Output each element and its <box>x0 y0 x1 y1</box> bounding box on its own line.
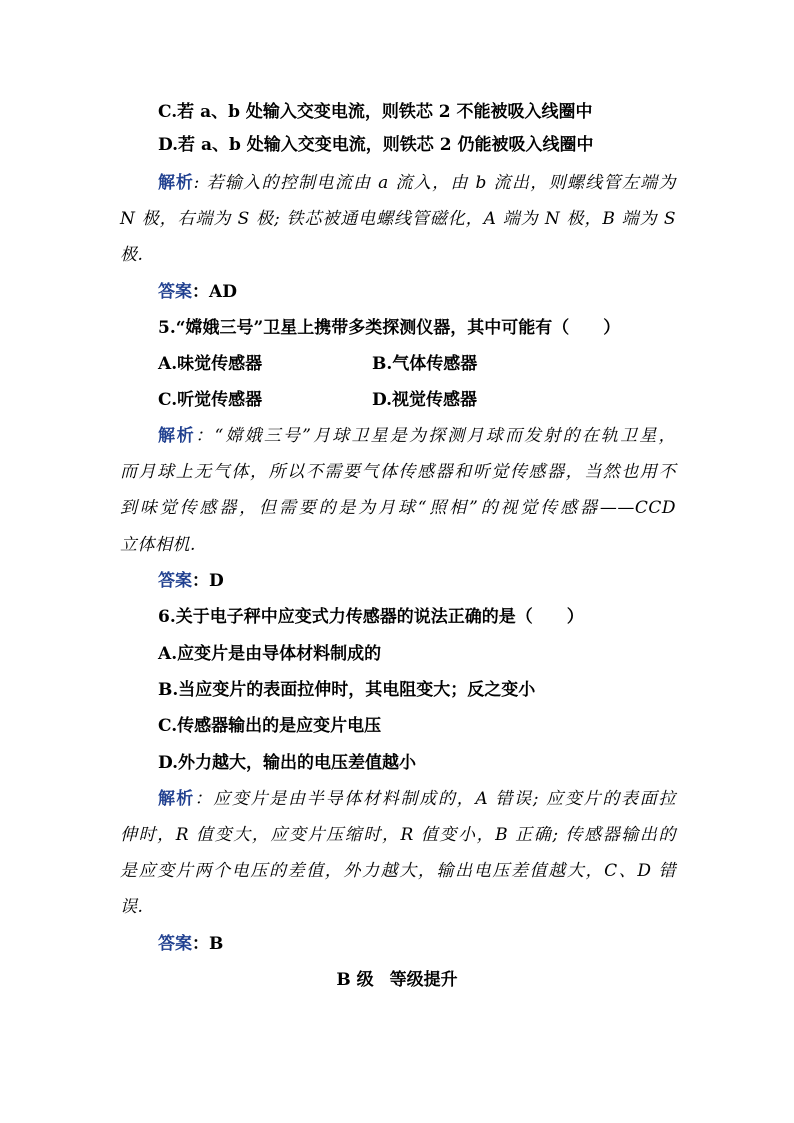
analysis-q6-line4: 误. <box>120 897 144 917</box>
option-a-q5: A.味觉传感器 <box>158 354 263 374</box>
question-5-options-row1 <box>158 352 676 376</box>
option-c-q4: C.若 a、b 处输入交变电流，则铁芯 2 不能被吸入线圈中 <box>158 102 593 122</box>
analysis-q6-line3: 是应变片两个电压的差值，外力越大，输出电压差值越大，C、D 错 <box>120 861 676 881</box>
option-d-q5: D.视觉传感器 <box>372 390 478 410</box>
analysis-q4-line3: 极. <box>120 245 144 265</box>
analysis-text: ：“嫦娥三号”月球卫星是为探测月球而发射的在轨卫星， <box>195 426 677 446</box>
analysis-q6-line2: 伸时，R 值变大，应变片压缩时，R 值变小，B 正确; 传感器输出的 <box>120 825 676 845</box>
analysis-text: ：应变片是由半导体材料制成的，A 错误; 应变片的表面拉 <box>194 789 677 809</box>
analysis-q5-line2: 而月球上无气体，所以不需要气体传感器和听觉传感器，当然也用不 <box>120 462 676 482</box>
option-c-q6: C.传感器输出的是应变片电压 <box>158 716 382 736</box>
section-title: 等级提升 <box>389 970 458 990</box>
analysis-text: : 若输入的控制电流由 a 流入，由 b 流出，则螺线管左端为 <box>193 173 677 193</box>
analysis-q4-line2: N 极，右端为 S 极; 铁芯被通电螺线管磁化，A 端为 N 极，B 端为 S <box>120 209 676 229</box>
answer-value: ：D <box>192 571 224 591</box>
analysis-q5-line3: 到味觉传感器，但需要的是为月球“照相”的视觉传感器——CCD <box>120 498 676 518</box>
answer-value: ：AD <box>192 282 237 302</box>
option-d-q4: D.若 a、b 处输入交变电流，则铁芯 2 仍能被吸入线圈中 <box>158 135 594 155</box>
analysis-q4-line1 <box>158 171 676 195</box>
analysis-q6-line1 <box>158 787 676 811</box>
analysis-label: 解析 <box>158 173 194 193</box>
question-5-options-row2 <box>158 388 676 412</box>
answer-label: 答案 <box>158 282 192 302</box>
option-d-q6: D.外力越大，输出的电压差值越小 <box>158 753 417 773</box>
answer-label: 答案 <box>158 934 192 954</box>
answer-q5 <box>158 569 676 593</box>
option-a-q6: A.应变片是由导体材料制成的 <box>158 644 382 664</box>
option-c-q5: C.听觉传感器 <box>158 390 263 410</box>
analysis-label: 解析 <box>158 789 195 809</box>
question-6: 6.关于电子秤中应变式力传感器的说法正确的是（ ） <box>158 607 584 627</box>
answer-q6 <box>158 932 676 956</box>
section-level: B 级 <box>336 970 374 990</box>
analysis-q5-line4: 立体相机. <box>120 535 196 555</box>
analysis-label: 解析 <box>158 426 196 446</box>
question-5: 5.“嫦娥三号”卫星上携带多类探测仪器，其中可能有（ ） <box>158 318 621 338</box>
option-b-q6: B.当应变片的表面拉伸时，其电阻变大；反之变小 <box>158 680 536 700</box>
answer-value: ：B <box>192 934 224 954</box>
option-b-q5: B.气体传感器 <box>372 354 478 374</box>
analysis-q5-line1 <box>158 424 676 448</box>
section-heading <box>0 968 794 992</box>
answer-label: 答案 <box>158 571 192 591</box>
answer-q4 <box>158 280 676 304</box>
